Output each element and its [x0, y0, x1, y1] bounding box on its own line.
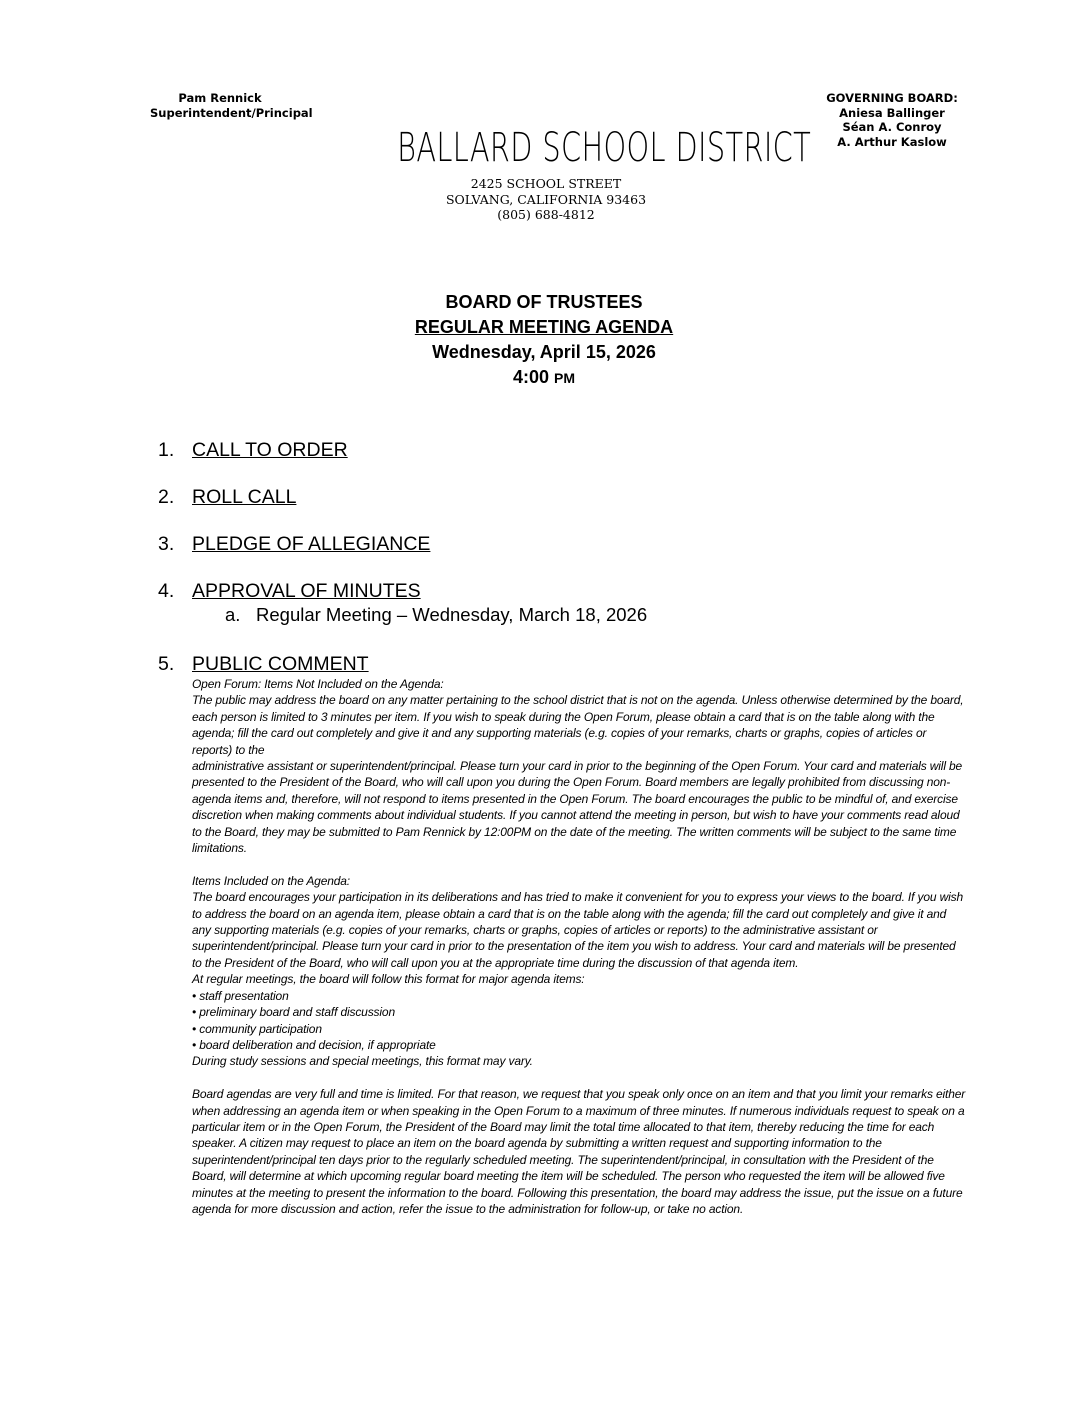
board-title: BOARD OF TRUSTEES [445, 292, 643, 312]
agenda-sub-item-letter: a. [225, 604, 241, 625]
board-member: Aniesa Ballinger [839, 105, 945, 120]
spacer [192, 1070, 967, 1086]
governing-board-block [806, 91, 978, 149]
included-heading: Items Included on the Agenda: [192, 873, 350, 888]
agenda-item-label: PLEDGE OF ALLEGIANCE [192, 533, 431, 555]
open-forum-paragraph: The public may address the board on any matter pertaining to the school district that is not on the agenda. Unless otherwise determined by the board, each person is limited to 3 minutes per item. If you wish to speak during the Open Forum, please obtain a card that is on the table along with the agenda; fill the card out completely and give it and any supporting materials (e.g. copies of your remarks, charts or graphs, copies of articles or reports) to the [192, 693, 964, 757]
superintendent-name: Pam Rennick [178, 91, 262, 105]
meeting-time-line [294, 365, 794, 391]
meeting-ampm: PM [554, 370, 576, 386]
district-phone: (805) 688-4812 [497, 207, 595, 222]
meeting-time: 4:00 [512, 367, 549, 387]
agenda-sub-item [225, 603, 647, 627]
format-intro: At regular meetings, the board will follow this format for major agenda items: [192, 972, 585, 987]
format-list-item: • preliminary board and staff discussion [192, 1005, 395, 1020]
agenda-item [158, 532, 430, 556]
superintendent-title: Superintendent/Principal [150, 106, 313, 120]
agenda-item [158, 579, 421, 603]
agenda-item-number: 5. [158, 653, 175, 675]
format-note: During study sessions and special meetings, this format may vary. [192, 1054, 533, 1069]
agenda-item-number: 2. [158, 486, 175, 508]
included-paragraph: The board encourages your participation in its deliberations and has tried to make it convenient for you to express your views to the board. If you wish to address the board on an agenda item, please obtain a card that is on the table along with the agenda; fill the card out completely and give it and any supporting materials (e.g. copies of your remarks, charts or graphs, copies of articles or reports) to the administrative assistant or superintendent/principal. Please turn your card in prior to the presentation of the item you wish to address. Your card and materials will be presented to the President of the Board, who will call upon you at the appropriate time during the discussion of that agenda item. [192, 890, 963, 970]
district-city: SOLVANG, CALIFORNIA 93463 [445, 191, 647, 207]
agenda-item [158, 485, 296, 509]
agenda-item-number: 3. [158, 533, 175, 555]
agenda-item [158, 438, 348, 462]
governing-board-heading: GOVERNING BOARD: [826, 91, 958, 105]
spacer [192, 856, 967, 872]
district-name: BALLARD SCHOOL DISTRICT [397, 125, 812, 171]
meeting-type: REGULAR MEETING AGENDA [414, 317, 674, 337]
agenda-item-label: APPROVAL OF MINUTES [192, 580, 421, 602]
agenda-item-label: PUBLIC COMMENT [192, 653, 369, 675]
open-forum-heading: Open Forum: Items Not Included on the Agenda: [192, 677, 444, 691]
agenda-item-label: ROLL CALL [192, 486, 297, 508]
agenda-item-label: CALL TO ORDER [192, 439, 348, 461]
open-forum-paragraph: administrative assistant or superintendent/principal. Please turn your card in prior to the beginning of the Open Forum. Your card and materials will be presented to the President of the Board, who will call upon you during the Open Forum. Board members are legally prohibited from discussing non-agenda items and, therefore, will not respond to items presented in the Open Forum. The board encourages the public to be mindful of, and exercise discretion when making comments about individual students. If you cannot attend the meeting in person, but wish to have your comments read aloud to the Board, they may be submitted to Pam Rennick by 12:00PM on the date of the meeting. The written comments will be subject to the same time limitations. [192, 759, 963, 856]
meeting-title-block [294, 290, 794, 391]
board-member: Séan A. Conroy [842, 120, 942, 134]
agenda-item-number: 4. [158, 580, 175, 602]
format-list-item: • community participation [192, 1021, 322, 1036]
board-member: A. Arthur Kaslow [837, 134, 947, 149]
public-comment-text [192, 676, 967, 1217]
format-list-item: • staff presentation [192, 988, 289, 1003]
agenda-sub-item-text: Regular Meeting – Wednesday, March 18, 2026 [256, 604, 648, 625]
closing-paragraph: Board agendas are very full and time is limited. For that reason, we request that you speak only once on an item and that you limit your remarks either when addressing an agenda item or when speaking in the Open Forum to a maximum of three minutes. If numerous individuals request to speak on a particular item or in the Open Forum, the President of the Board may limit the total time allocated to that item, thereby reducing the time for each speaker. A citizen may request to place an item on the board agenda by submitting a written request and supporting information to the superintendent/principal ten days prior to the regularly scheduled meeting. The superintendent/principal, in consultation with the President of the Board, will determine at which upcoming regular board meeting the item will be scheduled. The person who requested the item will be allowed five minutes at the meeting to present the information to the board. Following this presentation, the board may address the issue, put the issue on a future agenda for more discussion and action, refer the issue to the administration for follow-up, or take no action. [192, 1087, 966, 1216]
agenda-item [158, 652, 369, 676]
superintendent-block [150, 91, 313, 121]
agenda-item-number: 1. [158, 439, 175, 461]
district-street: 2425 SCHOOL STREET [470, 176, 622, 191]
format-list-item: • board deliberation and decision, if appropriate [192, 1037, 436, 1052]
meeting-date: Wednesday, April 15, 2026 [432, 342, 656, 362]
district-address [400, 176, 692, 223]
